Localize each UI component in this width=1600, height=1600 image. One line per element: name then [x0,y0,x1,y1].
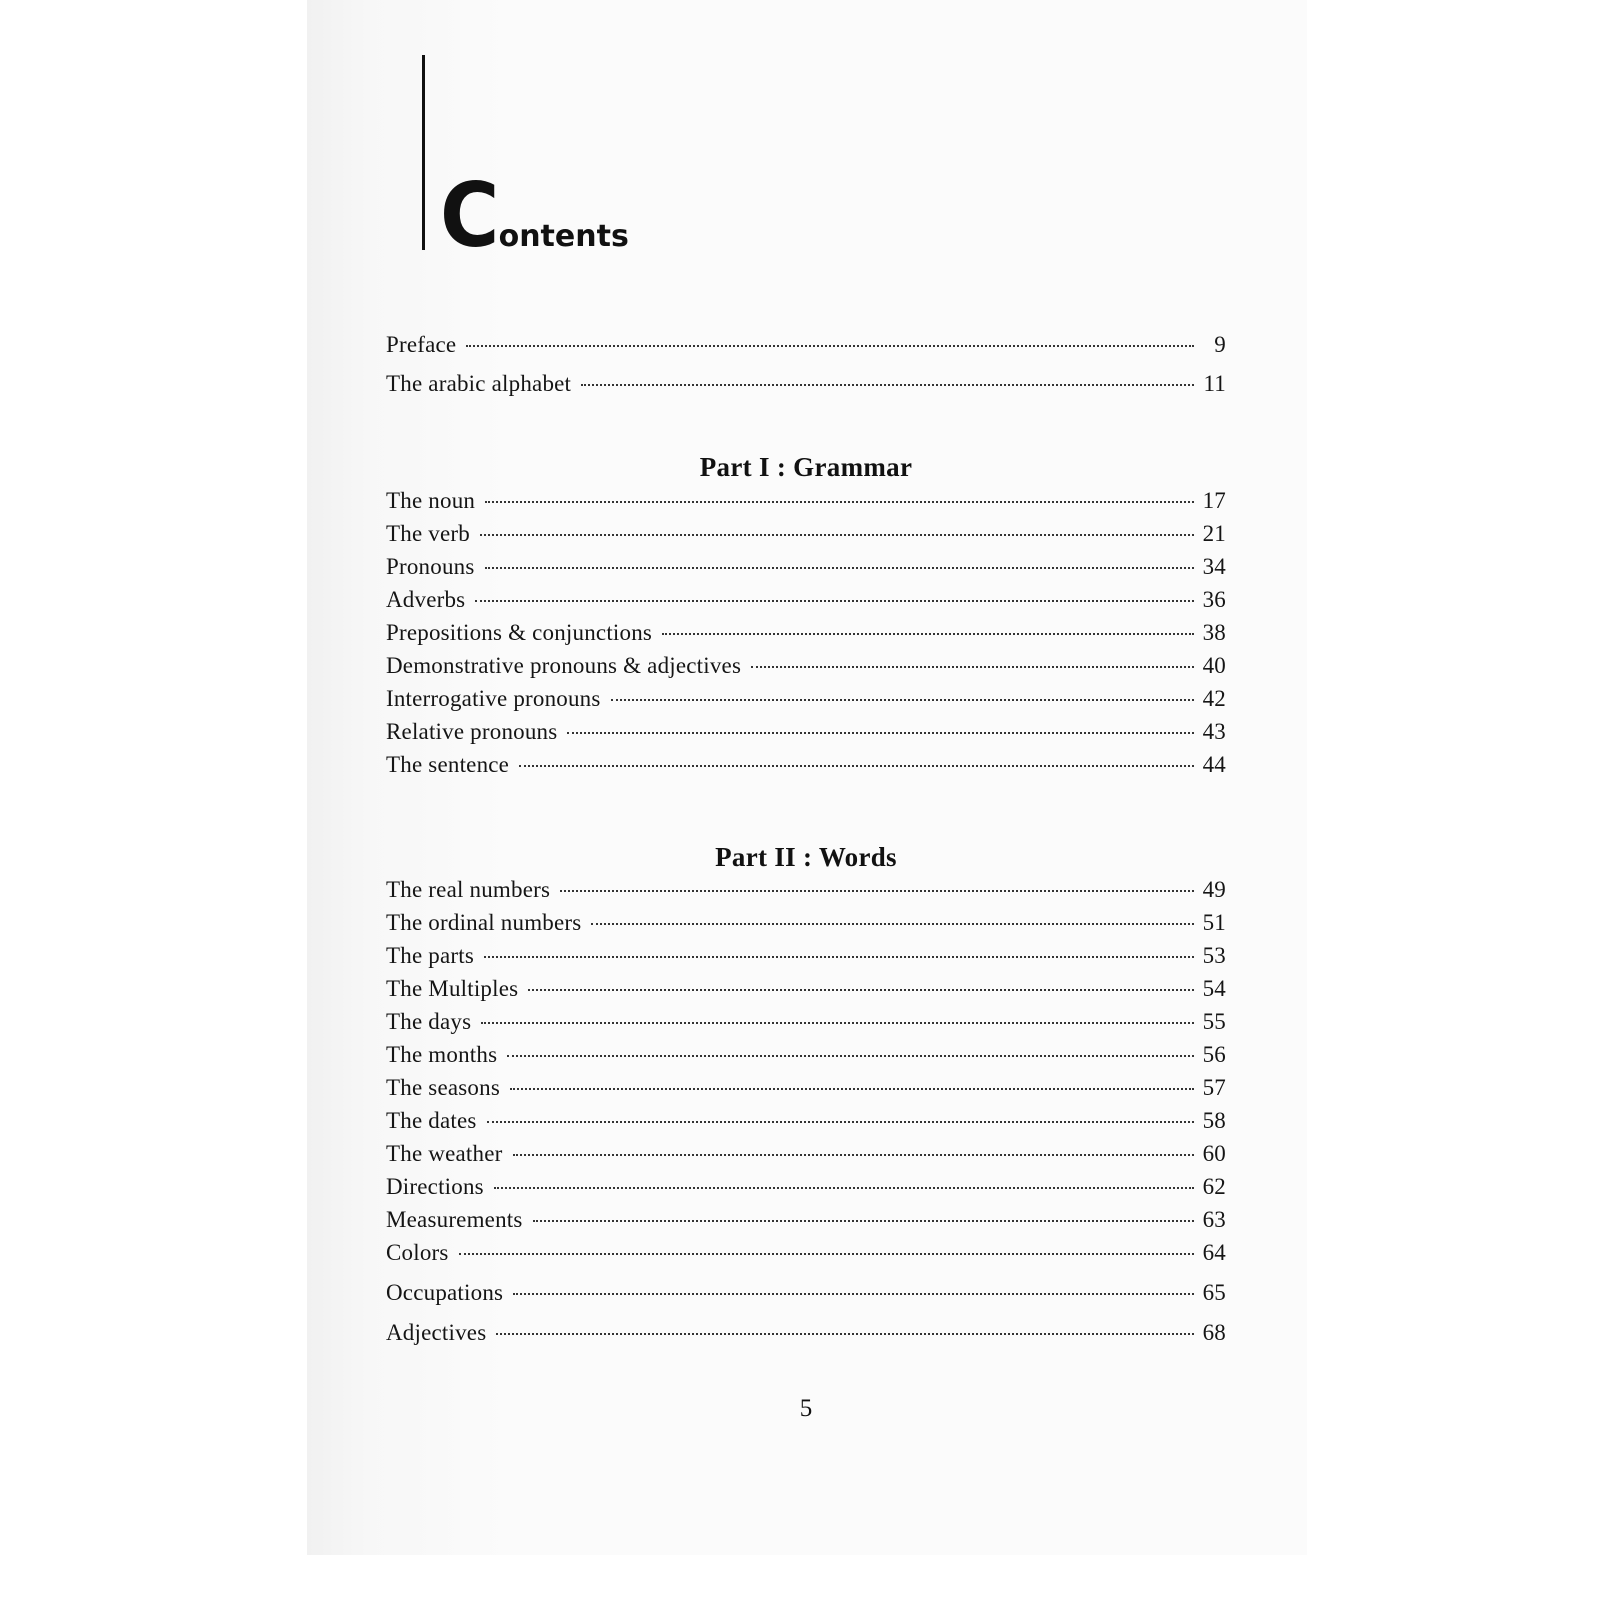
heading-initial: C [440,164,498,267]
dot-leader [513,1292,1194,1295]
dot-leader [533,1219,1194,1222]
part-title: Part II : Words [715,842,897,872]
dot-leader [475,599,1194,602]
toc-entry-label: The ordinal numbers [386,910,582,935]
toc-entry-page: 17 [1202,488,1226,513]
toc-entry [386,1320,1226,1354]
dot-leader [487,1120,1194,1123]
toc-entry-label: The parts [386,943,475,968]
toc-entry-page: 63 [1202,1207,1226,1232]
toc-entry-page: 36 [1202,587,1226,612]
toc-entry-label: Demonstrative pronouns & adjectives [386,653,742,678]
toc-entry-page: 49 [1202,877,1226,902]
dot-leader [528,988,1194,991]
toc-entry-label: The noun [386,488,476,513]
toc-entry-page: 55 [1202,1009,1226,1034]
dot-leader [567,731,1194,734]
toc-entry [386,1141,1226,1175]
toc-entry-label: Measurements [386,1207,523,1232]
toc-entry-label: Colors [386,1240,449,1265]
dot-leader [485,500,1194,503]
toc-entry-page: 51 [1202,910,1226,935]
toc-entry-label: Relative pronouns [386,719,558,744]
toc-entry-page: 43 [1202,719,1226,744]
dot-leader [751,665,1194,668]
toc-entry-label: The weather [386,1141,503,1166]
page-number: 5 [799,1395,813,1422]
dot-leader [484,955,1194,958]
toc-entry [386,1042,1226,1076]
toc-entry-page: 21 [1202,521,1226,546]
toc-entry [386,719,1226,753]
toc-entry [386,554,1226,588]
dot-leader [494,1186,1194,1189]
toc-entry [386,488,1226,522]
toc-entry-page: 42 [1202,686,1226,711]
dot-leader [480,533,1194,536]
toc-entry-label: Interrogative pronouns [386,686,601,711]
toc-entry-page: 38 [1202,620,1226,645]
toc-entry [386,653,1226,687]
toc-entry-label: The Multiples [386,976,519,1001]
dot-leader [485,566,1194,569]
toc-entry-page: 58 [1202,1108,1226,1133]
toc-entry-page: 11 [1203,371,1226,396]
toc-entry [386,1174,1226,1208]
dot-leader [611,698,1194,701]
toc-entry-label: The seasons [386,1075,500,1100]
dot-leader [662,632,1194,635]
dot-leader [510,1087,1194,1090]
contents-heading [440,164,629,267]
toc-entry-label: Occupations [386,1280,504,1305]
toc-entry-page: 57 [1202,1075,1226,1100]
dot-leader [466,344,1194,347]
toc-entry-label: Preface [386,332,457,357]
toc-entry [386,752,1226,786]
heading-rule [422,55,425,250]
toc-entry [386,1009,1226,1043]
toc-entry [386,1075,1226,1109]
toc-entry-page: 44 [1202,752,1226,777]
toc-entry-label: The months [386,1042,498,1067]
toc-entry-label: The real numbers [386,877,551,902]
toc-entry-page: 62 [1202,1174,1226,1199]
toc-entry-page: 40 [1202,653,1226,678]
toc-entry [386,1207,1226,1241]
toc-entry [386,976,1226,1010]
dot-leader [481,1021,1194,1024]
toc-entry-page: 9 [1214,332,1226,357]
toc-entry-page: 68 [1202,1320,1226,1345]
dot-leader [507,1054,1194,1057]
heading-rest: ontents [498,219,629,254]
toc-entry-page: 65 [1202,1280,1226,1305]
toc-entry [386,877,1226,911]
toc-entry [386,943,1226,977]
toc-entry [386,1108,1226,1142]
toc-entry-label: Pronouns [386,554,475,579]
dot-leader [591,922,1194,925]
dot-leader [513,1153,1195,1156]
toc-entry-page: 60 [1202,1141,1226,1166]
toc-entry [386,1240,1226,1274]
toc-entry-label: The dates [386,1108,477,1133]
dot-leader [519,764,1194,767]
toc-entry-label: The sentence [386,752,510,777]
toc-entry [386,371,1226,405]
toc-entry [386,521,1226,555]
toc-entry [386,686,1226,720]
toc-entry-label: The days [386,1009,472,1034]
toc-entry-label: The verb [386,521,470,546]
toc-entry [386,620,1226,654]
toc-entry-label: Adverbs [386,587,466,612]
dot-leader [459,1252,1194,1255]
part-title: Part I : Grammar [699,452,913,482]
toc-entry-label: Adjectives [386,1320,487,1345]
toc-entry-page: 53 [1202,943,1226,968]
dot-leader [560,889,1194,892]
toc-entry [386,1280,1226,1314]
dot-leader [496,1332,1194,1335]
toc-entry [386,587,1226,621]
toc-entry-page: 34 [1202,554,1226,579]
toc-entry-page: 54 [1202,976,1226,1001]
toc-entry-page: 64 [1202,1240,1226,1265]
toc-entry [386,332,1226,366]
toc-entry-label: The arabic alphabet [386,371,572,396]
toc-entry-label: Prepositions & conjunctions [386,620,653,645]
dot-leader [581,383,1194,386]
toc-entry-label: Directions [386,1174,484,1199]
toc-entry [386,910,1226,944]
toc-entry-page: 56 [1202,1042,1226,1067]
